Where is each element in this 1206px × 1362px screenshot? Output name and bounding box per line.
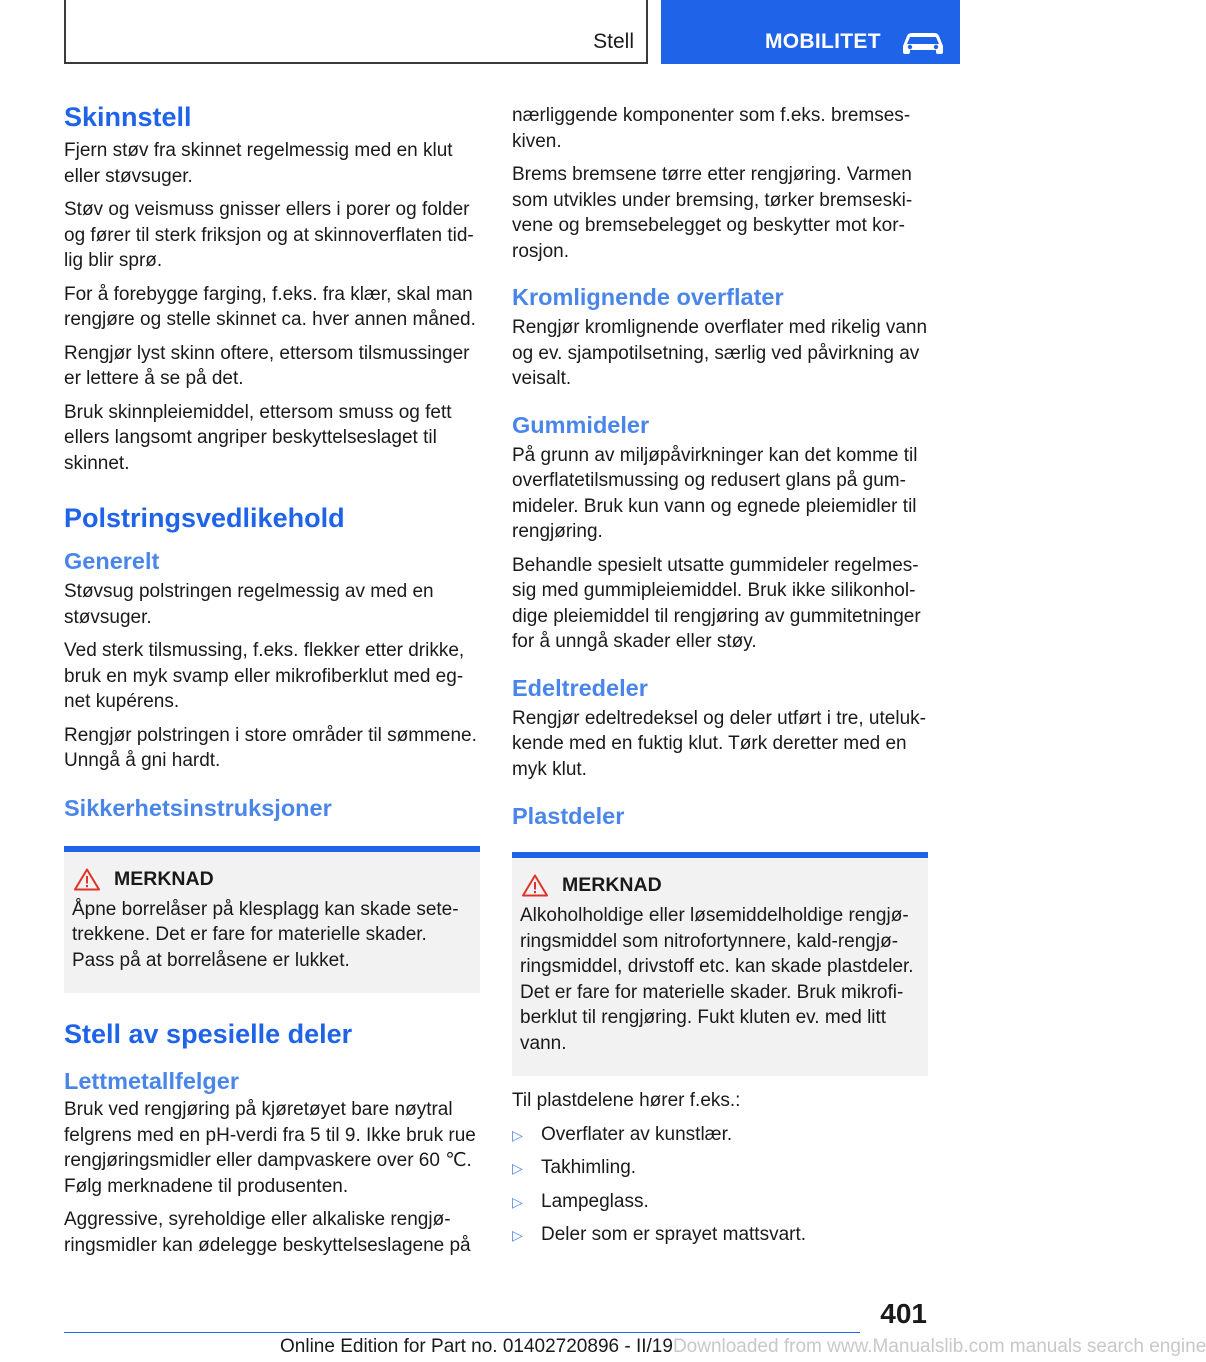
paragraph: For å forebygge farging, f.eks. fra klær, skal man rengjøre og stelle skinnet ca. hver annen måned. (64, 283, 476, 330)
paragraph: Rengjør lyst skinn oftere, ettersom tilsmussinger er lettere å se på det. (64, 342, 470, 389)
paragraph: Behandle spesielt utsatte gummideler regelmessig med gummipleiemiddel. Bruk ikke silikonholdige pleiemiddel til rengjøring av gummitetninger for å unngå skader eller støy. (512, 554, 921, 652)
list-item: ▷ Overflater av kunstlær. (512, 1122, 928, 1149)
car-icon (899, 28, 947, 56)
heading-polstring: Polstringsvedlikehold (64, 503, 345, 533)
section-title: Stell (593, 30, 634, 53)
paragraph: Ved sterk tilsmussing, f.eks. flekker etter drikke, bruk en myk svamp eller mikrofiberklut med egnet kupérens. (64, 640, 465, 712)
footer-watermark: Downloaded from www.Manualslib.com manuals search engine (672, 1336, 1206, 1357)
right-column (512, 100, 928, 1256)
paragraph: På grunn av miljøpåvirkninger kan det komme til overflatetilsmussing og redusert glans på gummideler. Bruk kun vann og egnede pleiemidler til rengjøring. (512, 444, 918, 542)
heading-gummideler: Gummideler (512, 411, 650, 438)
bullet-triangle-icon: ▷ (512, 1193, 523, 1210)
notice-text: Åpne borrelåser på klesplagg kan skade setetrekkene. Det er fare for materielle skader. Pass på at borrelåsene er lukket. (72, 898, 459, 971)
paragraph: Støvsug polstringen regelmessig av med en støvsuger. (64, 581, 434, 628)
heading-plastdeler: Plastdeler (512, 803, 625, 829)
paragraph: Støv og veismuss gnisser ellers i porer og folder og fører til sterk friksjon og at skinnoverflaten tidlig blir sprø. (64, 199, 474, 271)
heading-krom: Kromlignende overflater (512, 284, 784, 310)
bullet-triangle-icon: ▷ (512, 1126, 523, 1143)
paragraph: Rengjør polstringen i store områder til sømmene. Unngå å gni hardt. (64, 724, 477, 771)
notice-title: MERKNAD (72, 868, 472, 891)
footer-divider (64, 1332, 860, 1333)
list-item: ▷ Takhimling. (512, 1155, 928, 1182)
paragraph: Rengjør edeltredeksel og deler utført i tre, utelukkende med en fuktig klut. Tørk deretter med en myk klut. (512, 707, 926, 780)
chapter-title: MOBILITET (765, 30, 881, 53)
list-item: ▷ Deler som er sprayet mattsvart. (512, 1222, 928, 1249)
paragraph: Bruk skinnpleiemiddel, ettersom smuss og fett ellers langsomt angriper beskyttelseslaget til skinnet. (64, 401, 452, 474)
paragraph: Rengjør kromlignende overflater med rikelig vann og ev. sjampotilsetning, særlig ved påvirkning av veisalt. (512, 317, 928, 389)
left-column (64, 100, 480, 1266)
header-section-tab (64, 0, 648, 64)
paragraph: Til plastdelene hører f.eks.: (512, 1090, 741, 1111)
plast-list (512, 1122, 928, 1249)
paragraph: Bruk ved rengjøring på kjøretøyet bare nøytral felgrens med en pH-verdi fra 5 til 9. Ikke bruk rue rengjøringsmidler eller dampvaskere over 60 ℃. Følg merknadene til produsenten. (64, 1099, 476, 1197)
heading-stell-spesielle: Stell av spesielle deler (64, 1019, 353, 1049)
header-chapter-tab (661, 0, 960, 64)
heading-lettmetall: Lettmetallfelger (64, 1068, 239, 1094)
paragraph: nærliggende komponenter som f.eks. bremseskiven. (512, 105, 911, 152)
bullet-triangle-icon: ▷ (512, 1160, 523, 1176)
notice-box (64, 846, 480, 994)
footer-edition: Online Edition for Part no. 01402720896 - II/19Downloaded from www.Manualslib.com manuals search engine (280, 1336, 1206, 1357)
heading-generelt: Generelt (64, 548, 160, 574)
heading-skinnstell: Skinnstell (64, 102, 192, 132)
paragraph: Brems bremsene tørre etter rengjøring. Varmen som utvikles under bremsing, tørker bremseskivene og bremsebelegget og beskytter mot korrosjon. (512, 164, 913, 262)
paragraph: Fjern støv fra skinnet regelmessig med en klut eller støvsuger. (64, 140, 453, 187)
warning-icon (522, 874, 548, 897)
page-number: 401 (880, 1298, 927, 1329)
list-item: ▷ Lampeglass. (512, 1189, 928, 1216)
warning-icon (74, 868, 100, 891)
notice-title: MERKNAD (520, 874, 920, 897)
bullet-triangle-icon: ▷ (512, 1227, 523, 1243)
notice-box (512, 852, 928, 1076)
heading-sikkerhet: Sikkerhetsinstruksjoner (64, 794, 332, 821)
notice-text: Alkoholholdige eller løsemiddelholdige rengjøringsmiddel som nitrofortynnere, kald-rengjøringsmiddel, drivstoff etc. kan skade plastdeler. Det er fare for materielle skader. Bruk mikrofiberklut til rengjøring. Fukt kluten ev. med litt vann. (520, 905, 914, 1054)
paragraph: Aggressive, syreholdige eller alkaliske rengjøringsmidler kan ødelegge beskyttelseslagene på (64, 1209, 471, 1256)
heading-edeltre: Edeltredeler (512, 674, 648, 701)
